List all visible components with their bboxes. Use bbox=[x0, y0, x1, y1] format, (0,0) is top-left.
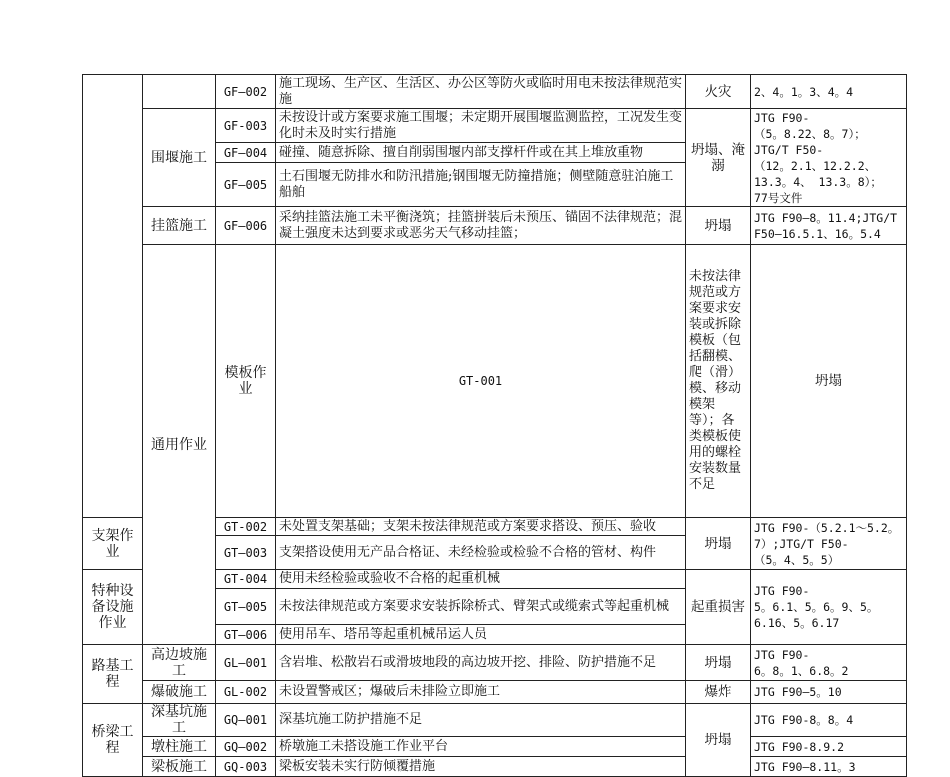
regulation-basis: JTG F90-（5.2.1～5.2。7）;JTG/T F50- （5。4、5。5） bbox=[751, 518, 907, 570]
subcategory-cell: 围堰施工 bbox=[143, 109, 216, 207]
subcategory-cell: 高边坡施工 bbox=[143, 645, 216, 681]
regulation-basis: JTG F90-8。8。4 bbox=[751, 704, 907, 737]
subcategory-cell: 梁板施工 bbox=[143, 757, 216, 777]
hazard-code: GL—001 bbox=[216, 645, 276, 681]
hazard-code: GT-002 bbox=[216, 518, 276, 536]
category-cell: 桥梁工程 bbox=[83, 704, 143, 777]
accident-type: 坍塌 bbox=[686, 704, 751, 777]
table-row bbox=[83, 737, 907, 757]
hazard-description: 未按设计或方案要求施工围堰；未定期开展围堰监测监控，工况发生变化时未及时实行措施 bbox=[276, 109, 686, 143]
table-row bbox=[83, 75, 907, 109]
subcategory-cell: 挂篮施工 bbox=[143, 207, 216, 245]
table-row bbox=[83, 645, 907, 681]
regulation-basis: JTG F90—8。11.4;JTG/T F50—16.5.1、16。5.4 bbox=[751, 207, 907, 245]
hazard-description: 碰撞、随意拆除、擅自削弱围堰内部支撑杆件或在其上堆放重物 bbox=[276, 143, 686, 163]
hazard-description: 梁板安装未实行防倾覆措施 bbox=[276, 757, 686, 777]
hazard-code: GF—004 bbox=[216, 143, 276, 163]
table-row bbox=[83, 109, 907, 143]
hazard-description: 使用吊车、塔吊等起重机械吊运人员 bbox=[276, 625, 686, 645]
table-row bbox=[83, 245, 907, 518]
hazard-code: GQ—001 bbox=[216, 704, 276, 737]
hazard-description: 土石围堰无防排水和防汛措施;钢围堰无防撞措施；侧壁随意驻泊施工船舶 bbox=[276, 163, 686, 207]
accident-type: 坍塌 bbox=[686, 645, 751, 681]
subcategory-cell: 爆破施工 bbox=[143, 681, 216, 704]
subcategory-cell: 模板作业 bbox=[216, 245, 276, 518]
accident-type: 爆炸 bbox=[686, 681, 751, 704]
table-row bbox=[83, 681, 907, 704]
regulation-basis: JTG F90- 6。8。1、6.8。2 bbox=[751, 645, 907, 681]
hazard-description: 采纳挂篮法施工未平衡浇筑；挂篮拼装后未预压、锚固不法律规范；混凝土强度未达到要求或恶劣天气移动挂篮； bbox=[276, 207, 686, 245]
hazard-code: GF—005 bbox=[216, 163, 276, 207]
accident-type: 火灾 bbox=[686, 75, 751, 109]
hazard-description: 未按法律规范或方案要求安装或拆除模板（包括翻模、爬（滑）模、移动模架等）；各类模板使用的螺栓安装数量不足 bbox=[686, 245, 751, 518]
hazard-description: 未处置支架基础；支架未按法律规范或方案要求搭设、预压、验收 bbox=[276, 518, 686, 536]
hazard-code: GF-003 bbox=[216, 109, 276, 143]
subcategory-cell: 支架作业 bbox=[83, 518, 143, 570]
hazard-code: GF—002 bbox=[216, 75, 276, 109]
hazard-code: GT—006 bbox=[216, 625, 276, 645]
regulation-basis: JTG F90-8.9.2 bbox=[751, 737, 907, 757]
hazard-code: GT—005 bbox=[216, 589, 276, 625]
hazard-description: 未按法律规范或方案要求安装拆除桥式、臂架式或缆索式等起重机械 bbox=[276, 589, 686, 625]
hazard-description: 深基坑施工防护措施不足 bbox=[276, 704, 686, 737]
regulation-basis: 2、4。1。3、4。4 bbox=[751, 75, 907, 109]
hazard-code: GT-004 bbox=[216, 570, 276, 589]
regulation-basis: JTG F90- （5。8.22、8。7）； JTG/T F50- （12。2.1、12.2.2、13.3。4、 13.3。8）； 77号文件 bbox=[751, 109, 907, 207]
hazard-description: 使用未经检验或验收不合格的起重机械 bbox=[276, 570, 686, 589]
subcategory-cell: 深基坑施工 bbox=[143, 704, 216, 737]
regulation-basis: JTG F90—5。10 bbox=[751, 681, 907, 704]
category-cell-empty bbox=[83, 75, 143, 518]
table-row bbox=[83, 207, 907, 245]
subcategory-cell: 墩柱施工 bbox=[143, 737, 216, 757]
hazard-code: GT-001 bbox=[276, 245, 686, 518]
accident-type: 起重损害 bbox=[686, 570, 751, 645]
regulation-basis: JTG F90—8.11。3 bbox=[751, 757, 907, 777]
hazard-code: GT—003 bbox=[216, 536, 276, 570]
category-cell: 通用作业 bbox=[143, 245, 216, 645]
category-cell: 路基工程 bbox=[83, 645, 143, 704]
subcategory-cell: 特种设备设施作业 bbox=[83, 570, 143, 645]
table-row bbox=[83, 704, 907, 737]
hazard-description: 含岩堆、松散岩石或滑坡地段的高边坡开挖、排险、防护措施不足 bbox=[276, 645, 686, 681]
hazard-code: GF—006 bbox=[216, 207, 276, 245]
accident-type: 坍塌 bbox=[686, 518, 751, 570]
hazard-description: 施工现场、生产区、生活区、办公区等防火或临时用电未按法律规范实施 bbox=[276, 75, 686, 109]
hazard-code: GQ—002 bbox=[216, 737, 276, 757]
accident-type: 坍塌 bbox=[751, 245, 907, 518]
table-row bbox=[83, 757, 907, 777]
hazard-description: 未设置警戒区；爆破后未排险立即施工 bbox=[276, 681, 686, 704]
subcategory-cell-empty bbox=[143, 75, 216, 109]
hazard-code: GL-002 bbox=[216, 681, 276, 704]
hazard-code: GQ-003 bbox=[216, 757, 276, 777]
accident-type: 坍塌、淹溺 bbox=[686, 109, 751, 207]
hazard-description: 支架搭设使用无产品合格证、未经检验或检验不合格的管材、构件 bbox=[276, 536, 686, 570]
accident-type: 坍塌 bbox=[686, 207, 751, 245]
hazard-description: 桥墩施工未搭设施工作业平台 bbox=[276, 737, 686, 757]
regulation-basis: JTG F90- 5。6.1、5。6。9、5。6.16、5。6.17 bbox=[751, 570, 907, 645]
